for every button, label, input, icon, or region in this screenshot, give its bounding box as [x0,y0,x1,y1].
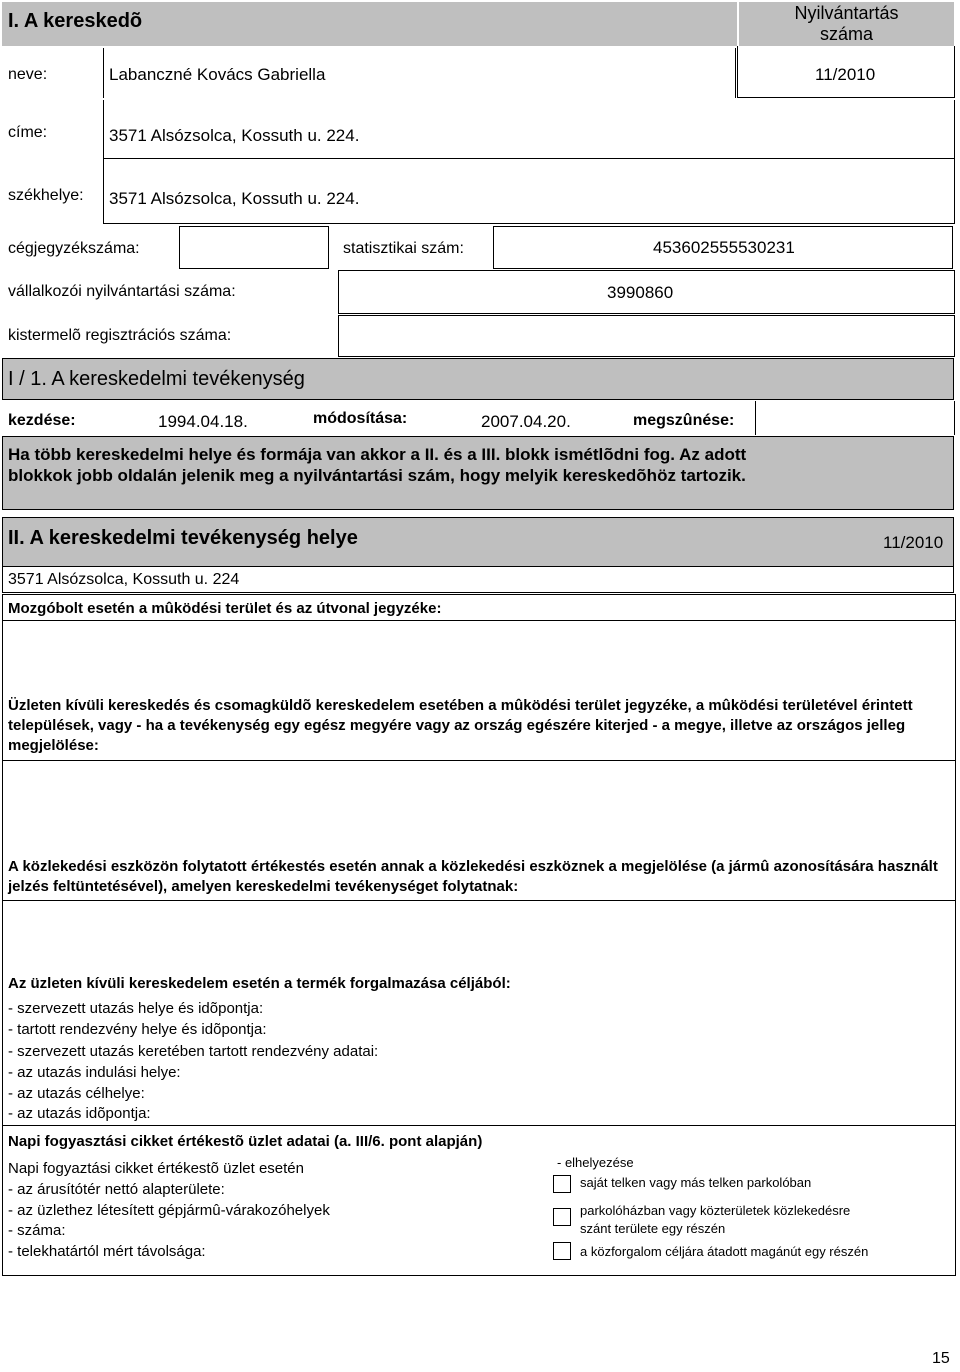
section-2-title: II. A kereskedelmi tevékenység helye [8,527,358,549]
smallholder-value-box [338,315,955,357]
seat-label: székhelye: [8,187,84,204]
end-label: megszûnése: [633,412,735,429]
food-store-item: Napi fogyaztási cikket értékestõ üzlet esetén [8,1160,304,1177]
outside-trade-item: - szervezett utazás helye és idõpontja: [8,1000,264,1017]
placement-checkbox-own-lot[interactable] [553,1175,571,1193]
outside-divider [2,760,956,761]
page-number: 15 [932,1350,950,1367]
start-label: kezdése: [8,412,76,429]
company-reg-label: cégjegyzékszáma: [8,240,140,257]
modified-value: 2007.04.20. [481,412,571,431]
smallholder-label: kistermelõ regisztrációs száma: [8,327,232,344]
end-value-box [755,401,955,435]
location-box [2,567,954,593]
food-store-item: - az üzlethez létesített gépjármû-várakozóhelyek [8,1202,330,1219]
entrepreneur-value: 3990860 [607,283,674,302]
company-reg-value-box [179,226,329,269]
section-2-reg-number: 11/2010 [883,533,944,552]
placement-option: parkolóházban vagy közterületek közlekedésre [580,1203,851,1218]
food-store-item: - az árusítótér nettó alapterülete: [8,1181,225,1198]
food-store-item: - száma: [8,1222,66,1239]
placement-title: - elhelyezése [557,1155,634,1170]
name-label: neve: [8,66,48,83]
vehicle-trade-label: A közlekedési eszközön folytatott értékestés esetén annak a közlekedési eszköznek a megjelölése (a jármû azonosítására használt jelzés feltüntetésével), amelyen kereskedelmi tevékenységet folytatnak: [8,858,938,895]
stat-value: 453602555530231 [653,238,795,257]
outside-trade-item: - az utazás célhelye: [8,1085,145,1102]
food-store-title: Napi fogyasztási cikket értékestõ üzlet adatai (a. III/6. pont alapján) [8,1133,483,1150]
outside-trade-divider [2,1125,956,1126]
registration-header-line2: száma [819,24,873,44]
placement-option: szánt területe egy részén [580,1221,726,1236]
section-1-title: I. A kereskedõ [8,10,143,32]
food-store-item: - telekhatártól mért távolsága: [8,1243,206,1260]
placement-checkbox-private-road[interactable] [553,1242,571,1260]
start-value: 1994.04.18. [158,412,248,431]
address-value: 3571 Alsózsolca, Kossuth u. 224. [109,126,360,145]
outside-trade-item: - szervezett utazás keretében tartott rendezvény adatai: [8,1043,379,1060]
outside-trade-item: - az utazás idõpontja: [8,1105,151,1122]
registration-header-line1: Nyilvántartás [794,3,899,23]
outside-trade-title: Az üzleten kívüli kereskedelem esetén a termék forgalmazása céljából: [8,975,511,992]
entrepreneur-label: vállalkozói nyilvántartási száma: [8,283,236,300]
name-value: Labanczné Kovács Gabriella [109,65,326,84]
vehicle-divider [2,900,956,901]
placement-checkbox-garage[interactable] [553,1208,571,1226]
mobile-shop-label: Mozgóbolt esetén a mûködési terület és az útvonal jegyzéke: [8,600,442,617]
note-text: Ha több kereskedelmi helye és formája van akkor a II. és a III. blokk ismétlõdni fog. Az adott blokkok jobb oldalán jelenik meg a nyilvántartási szám, hogy melyik kereskedõhöz tartozik. [8,445,747,485]
registration-number: 11/2010 [815,65,876,84]
address-label: címe: [8,124,48,141]
outside-trade-area-label: Üzleten kívüli kereskedés és csomagküldõ kereskedelem esetében a mûködési terület jegyzéke, a mûködési területével érintett települések, vagy - ha a tevékenység egy egész megyére vagy az ország egészére kiterjed - a megye, illetve az országos jelleg megjelölése: [8,697,913,754]
section-1-1-title: I / 1. A kereskedelmi tevékenység [8,368,305,390]
mobile-divider [2,620,956,621]
location-text: 3571 Alsózsolca, Kossuth u. 224 [8,571,240,588]
modified-label: módosítása: [313,410,408,427]
placement-option: saját telken vagy más telken parkolóban [580,1175,812,1190]
seat-value: 3571 Alsózsolca, Kossuth u. 224. [109,189,360,208]
outside-trade-item: - tartott rendezvény helye és idõpontja: [8,1021,267,1038]
placement-option: a közforgalom céljára átadott magánút egy részén [580,1244,869,1259]
stat-label: statisztikai szám: [343,240,464,257]
outside-trade-item: - az utazás indulási helye: [8,1064,181,1081]
